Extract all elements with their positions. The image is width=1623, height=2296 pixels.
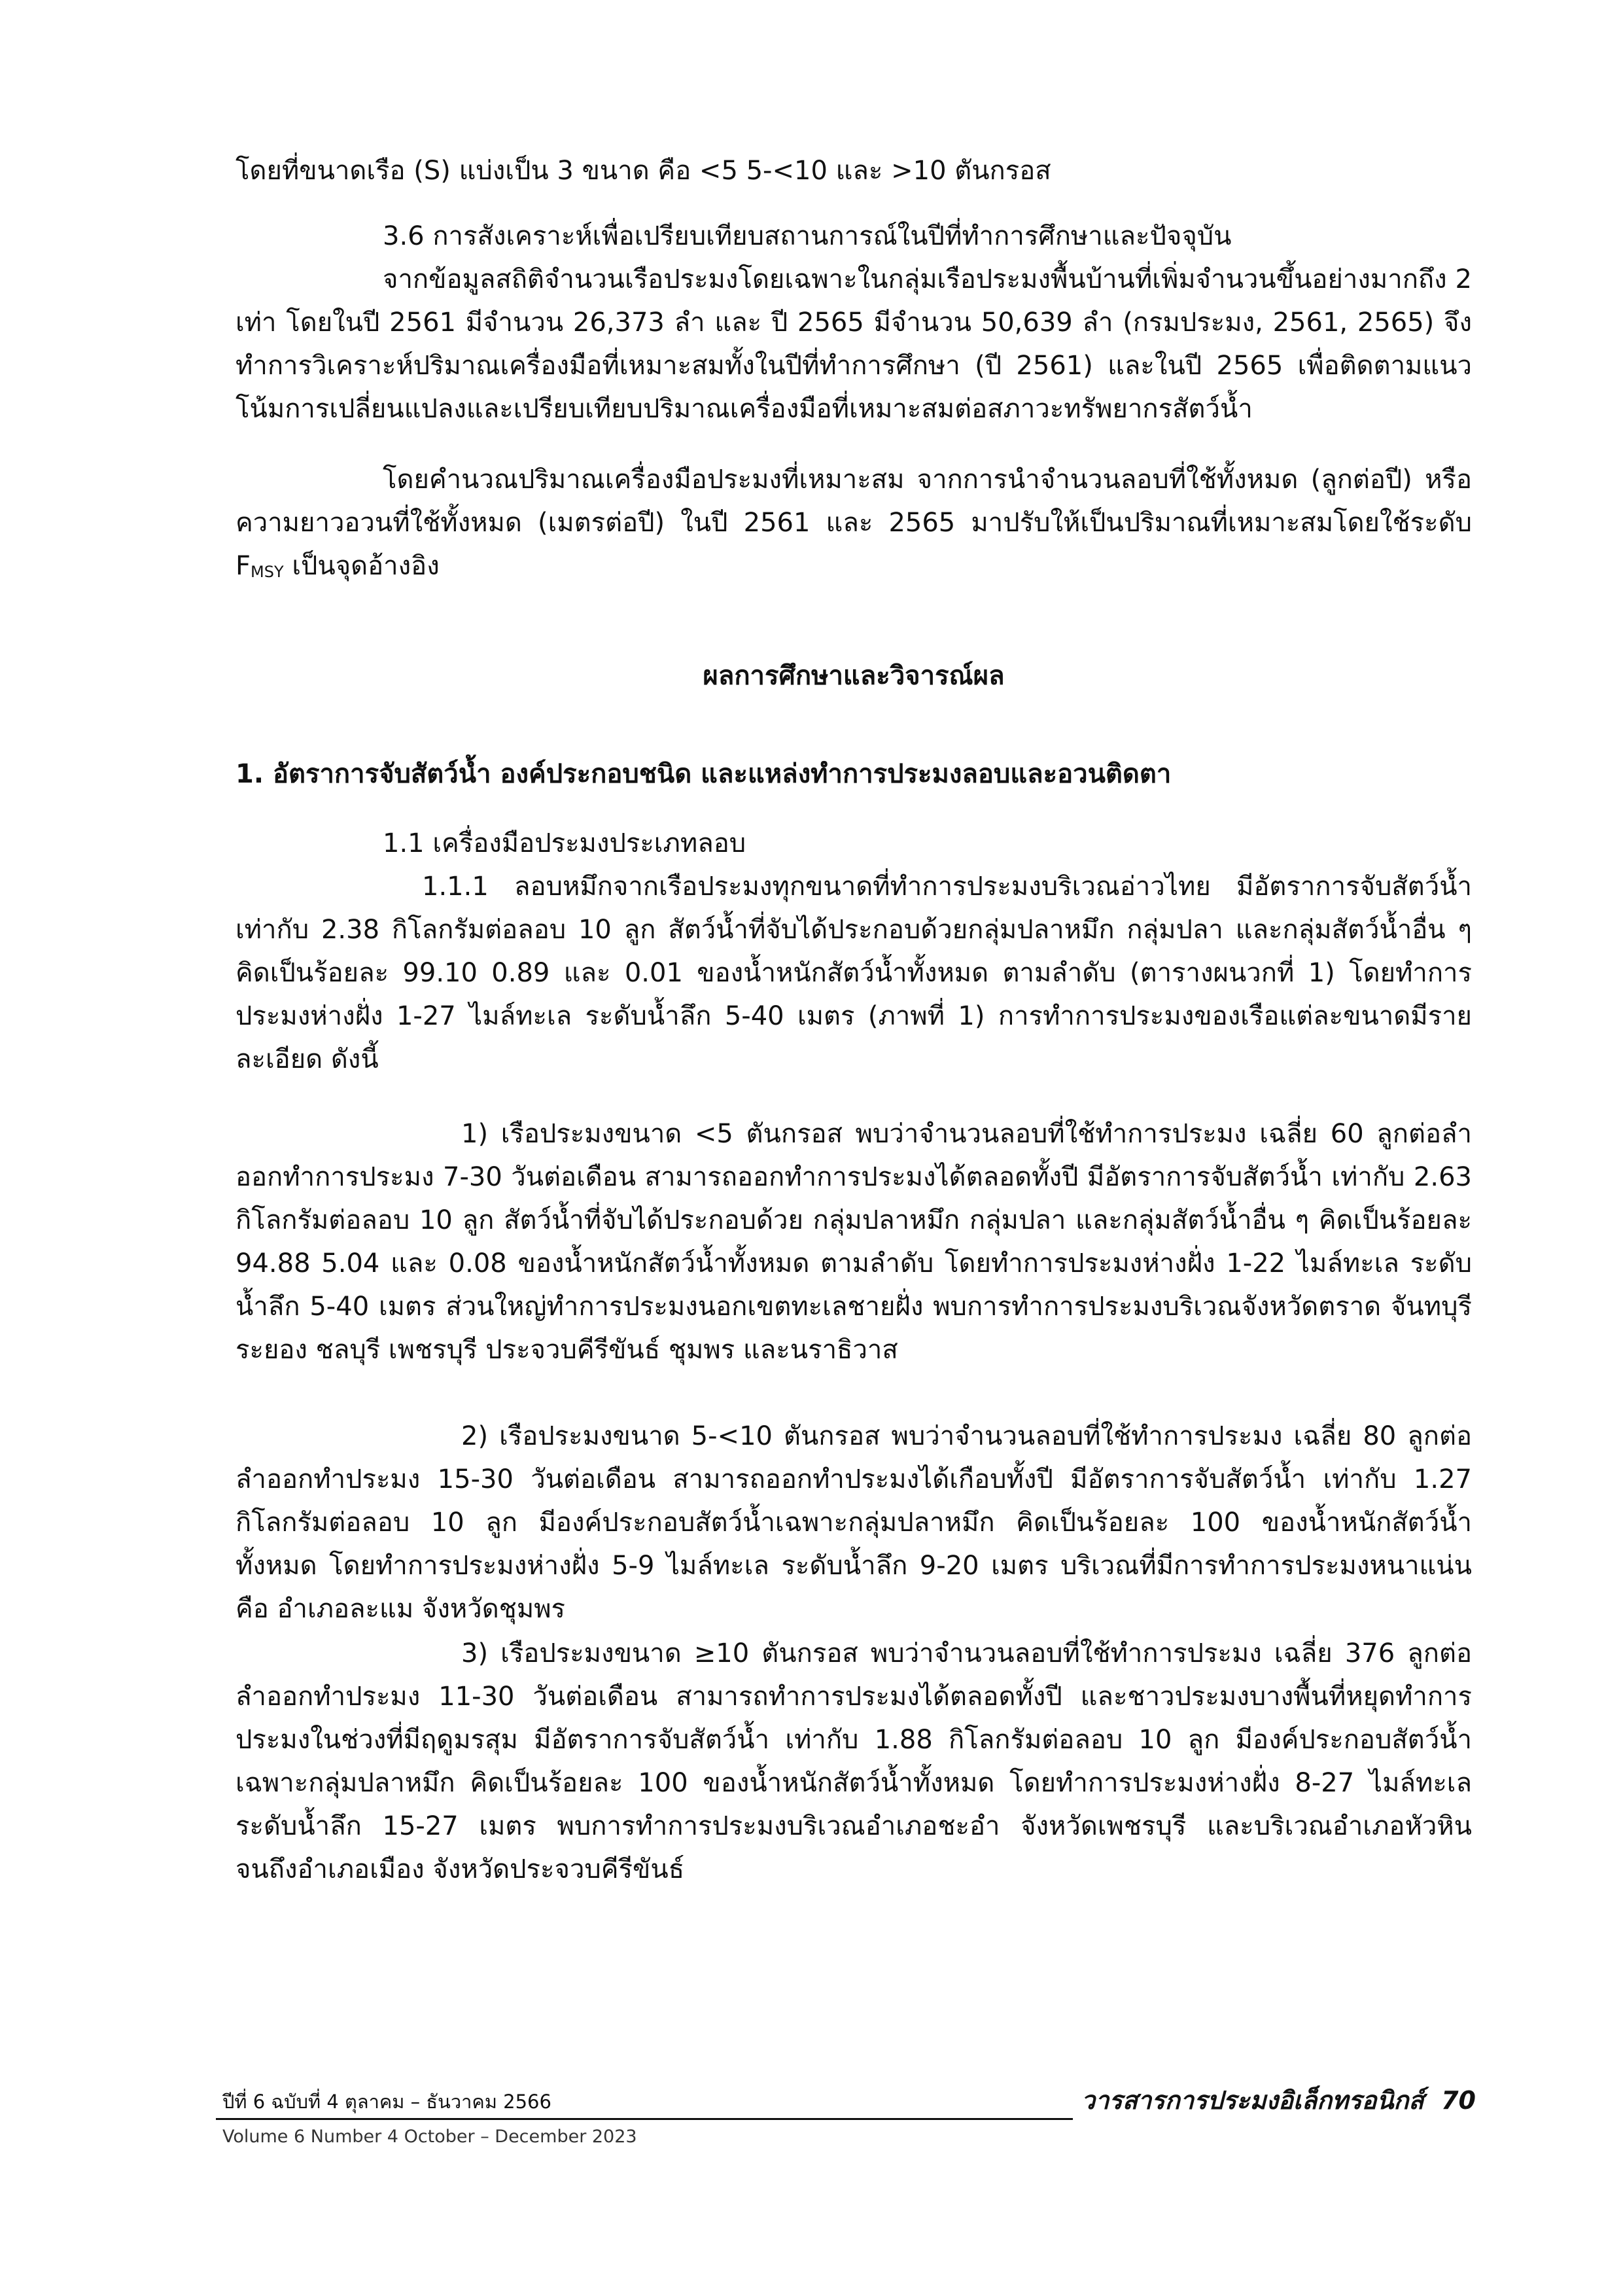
section-3-6-paragraph-1: จากข้อมูลสถิติจำนวนเรือประมงโดยเฉพาะในกลุ่มเรือประมงพื้นบ้านที่เพิ่มจำนวนขึ้นอย่างมากถึง 2 เท่า โดยในปี 2561 มีจำนวน 26,373 ลำ และ ปี 2565 มีจำนวน 50,639 ลำ (กรมประมง, 2561, 2565) จึงทำการวิเคราะห์ปริมาณเครื่องมือที่เหมาะสมทั้งในปีที่ทำการศึกษา (ปี 2561) และในปี 2565 เพื่อติดตามแนวโน้มการเปลี่ยนแปลงและเปรียบเทียบปริมาณเครื่องมือที่เหมาะสมต่อสภาวะทรัพยากรสัตว์น้ำ (236, 264, 1472, 424)
section-1-heading: 1. อัตราการจับสัตว์น้ำ องค์ประกอบชนิด และแหล่งทำการประมงลอบและอวนติดตา (236, 759, 1172, 789)
paragraph-2-end: เป็นจุดอ้างอิง (283, 551, 440, 581)
item-2-medium-vessels: 2) เรือประมงขนาด 5-<10 ตันกรอส พบว่าจำนวนลอบที่ใช้ทำการประมง เฉลี่ย 80 ลูกต่อลำออกทำประมง 15-30 วันต่อเดือน สามารถออกทำประมงได้เกือบทั้งปี มีอัตราการจับสัตว์น้ำ เท่ากับ 1.27 กิโลกรัมต่อลอบ 10 ลูก มีองค์ประกอบสัตว์น้ำเฉพาะกลุ่มปลาหมึก คิดเป็นร้อยละ 100 ของน้ำหนักสัตว์น้ำทั้งหมด โดยทำการประมงห่างฝั่ง 5-9 ไมล์ทะเล ระดับน้ำลึก 9-20 เมตร บริเวณที่มีการทำการประมงหนาแน่น คือ อำเภอละแม จังหวัดชุมพร (236, 1421, 1472, 1624)
results-heading: ผลการศึกษาและวิจารณ์ผล (703, 661, 1005, 691)
paragraph-1-1-1: 1.1.1 ลอบหมึกจากเรือประมงทุกขนาดที่ทำการประมงบริเวณอ่าวไทย มีอัตราการจับสัตว์น้ำเท่ากับ 2.38 กิโลกรัมต่อลอบ 10 ลูก สัตว์น้ำที่จับได้ประกอบด้วยกลุ่มปลาหมึก กลุ่มปลา และกลุ่มสัตว์น้ำอื่น ๆ คิดเป็นร้อยละ 99.10 0.89 และ 0.01 ของน้ำหนักสัตว์น้ำทั้งหมด ตามลำดับ (ตารางผนวกที่ 1) โดยทำการประมงห่างฝั่ง 1-27 ไมล์ทะเล ระดับน้ำลึก 5-40 เมตร (ภาพที่ 1) การทำการประมงของเรือแต่ละขนาดมีรายละเอียด ดังนี้ (236, 872, 1473, 1074)
paragraph-2-text: โดยคำนวณปริมาณเครื่องมือประมงที่เหมาะสม จากการนำจำนวนลอบที่ใช้ทั้งหมด (ลูกต่อปี) หรือความยาวอวนที่ใช้ทั้งหมด (เมตรต่อปี) ในปี 2561 และ 2565 มาปรับให้เป็นปริมาณที่เหมาะสมโดยใช้ระดับ (236, 465, 1472, 538)
item-3-large-vessels: 3) เรือประมงขนาด ≥10 ตันกรอส พบว่าจำนวนลอบที่ใช้ทำการประมง เฉลี่ย 376 ลูกต่อลำออกทำประมง 11-30 วันต่อเดือน สามารถทำการประมงได้ตลอดทั้งปี และชาวประมงบางพื้นที่หยุดทำการประมงในช่วงที่มีฤดูมรสุม มีอัตราการจับสัตว์น้ำ เท่ากับ 1.88 กิโลกรัมต่อลอบ 10 ลูก มีองค์ประกอบสัตว์น้ำเฉพาะกลุ่มปลาหมึก คิดเป็นร้อยละ 100 ของน้ำหนักสัตว์น้ำทั้งหมด โดยทำการประมงห่างฝั่ง 8-27 ไมล์ทะเล ระดับน้ำลึก 15-27 เมตร พบการทำการประมงบริเวณอำเภอชะอำ จังหวัดเพชรบุรี และบริเวณอำเภอหัวหิน จนถึงอำเภอเมือง จังหวัดประจวบคีรีขันธ์ (236, 1638, 1472, 1884)
footer-journal-page (1081, 2085, 1476, 2116)
item-1-small-vessels: 1) เรือประมงขนาด <5 ตันกรอส พบว่าจำนวนลอบที่ใช้ทำการประมง เฉลี่ย 60 ลูกต่อลำออกทำการประมง 7-30 วันต่อเดือน สามารถออกทำการประมงได้ตลอดทั้งปี มีอัตราการจับสัตว์น้ำ เท่ากับ 2.63 กิโลกรัมต่อลอบ 10 ลูก สัตว์น้ำที่จับได้ประกอบด้วย กลุ่มปลาหมึก กลุ่มปลา และกลุ่มสัตว์น้ำอื่น ๆ คิดเป็นร้อยละ 94.88 5.04 และ 0.08 ของน้ำหนักสัตว์น้ำทั้งหมด ตามลำดับ โดยทำการประมงห่างฝั่ง 1-22 ไมล์ทะเล ระดับน้ำลึก 5-40 เมตร ส่วนใหญ่ทำการประมงนอกเขตทะเลชายฝั่ง พบการทำการประมงบริเวณจังหวัดตราด จันทบุรี ระยอง ชลบุรี เพชรบุรี ประจวบคีรีขันธ์ ชุมพร และนราธิวาส (236, 1119, 1472, 1365)
footer-issue-english: Volume 6 Number 4 October – December 2023 (222, 2127, 637, 2147)
section-3-6-title: 3.6 การสังเคราะห์เพื่อเปรียบเทียบสถานการณ์ในปีที่ทำการศึกษาและปัจจุบัน (383, 221, 1232, 251)
page-number: 70 (1441, 2086, 1476, 2115)
document-page (236, 0, 1472, 2296)
journal-name: วารสารการประมงอิเล็กทรอนิกส์ (1081, 2086, 1424, 2115)
subsection-1-1-title: 1.1 เครื่องมือประมงประเภทลอบ (383, 828, 746, 858)
fmsy-symbol: $F_{MSY}$ (236, 551, 284, 581)
section-3-6-paragraph-2 (236, 458, 1472, 593)
vessel-size-line: โดยที่ขนาดเรือ (S) แบ่งเป็น 3 ขนาด คือ <5 5-<10 และ >10 ตันกรอส (236, 156, 1051, 186)
footer-rule (216, 2118, 1073, 2120)
footer-issue-thai: ปีที่ 6 ฉบับที่ 4 ตุลาคม – ธันวาคม 2566 (222, 2091, 551, 2113)
